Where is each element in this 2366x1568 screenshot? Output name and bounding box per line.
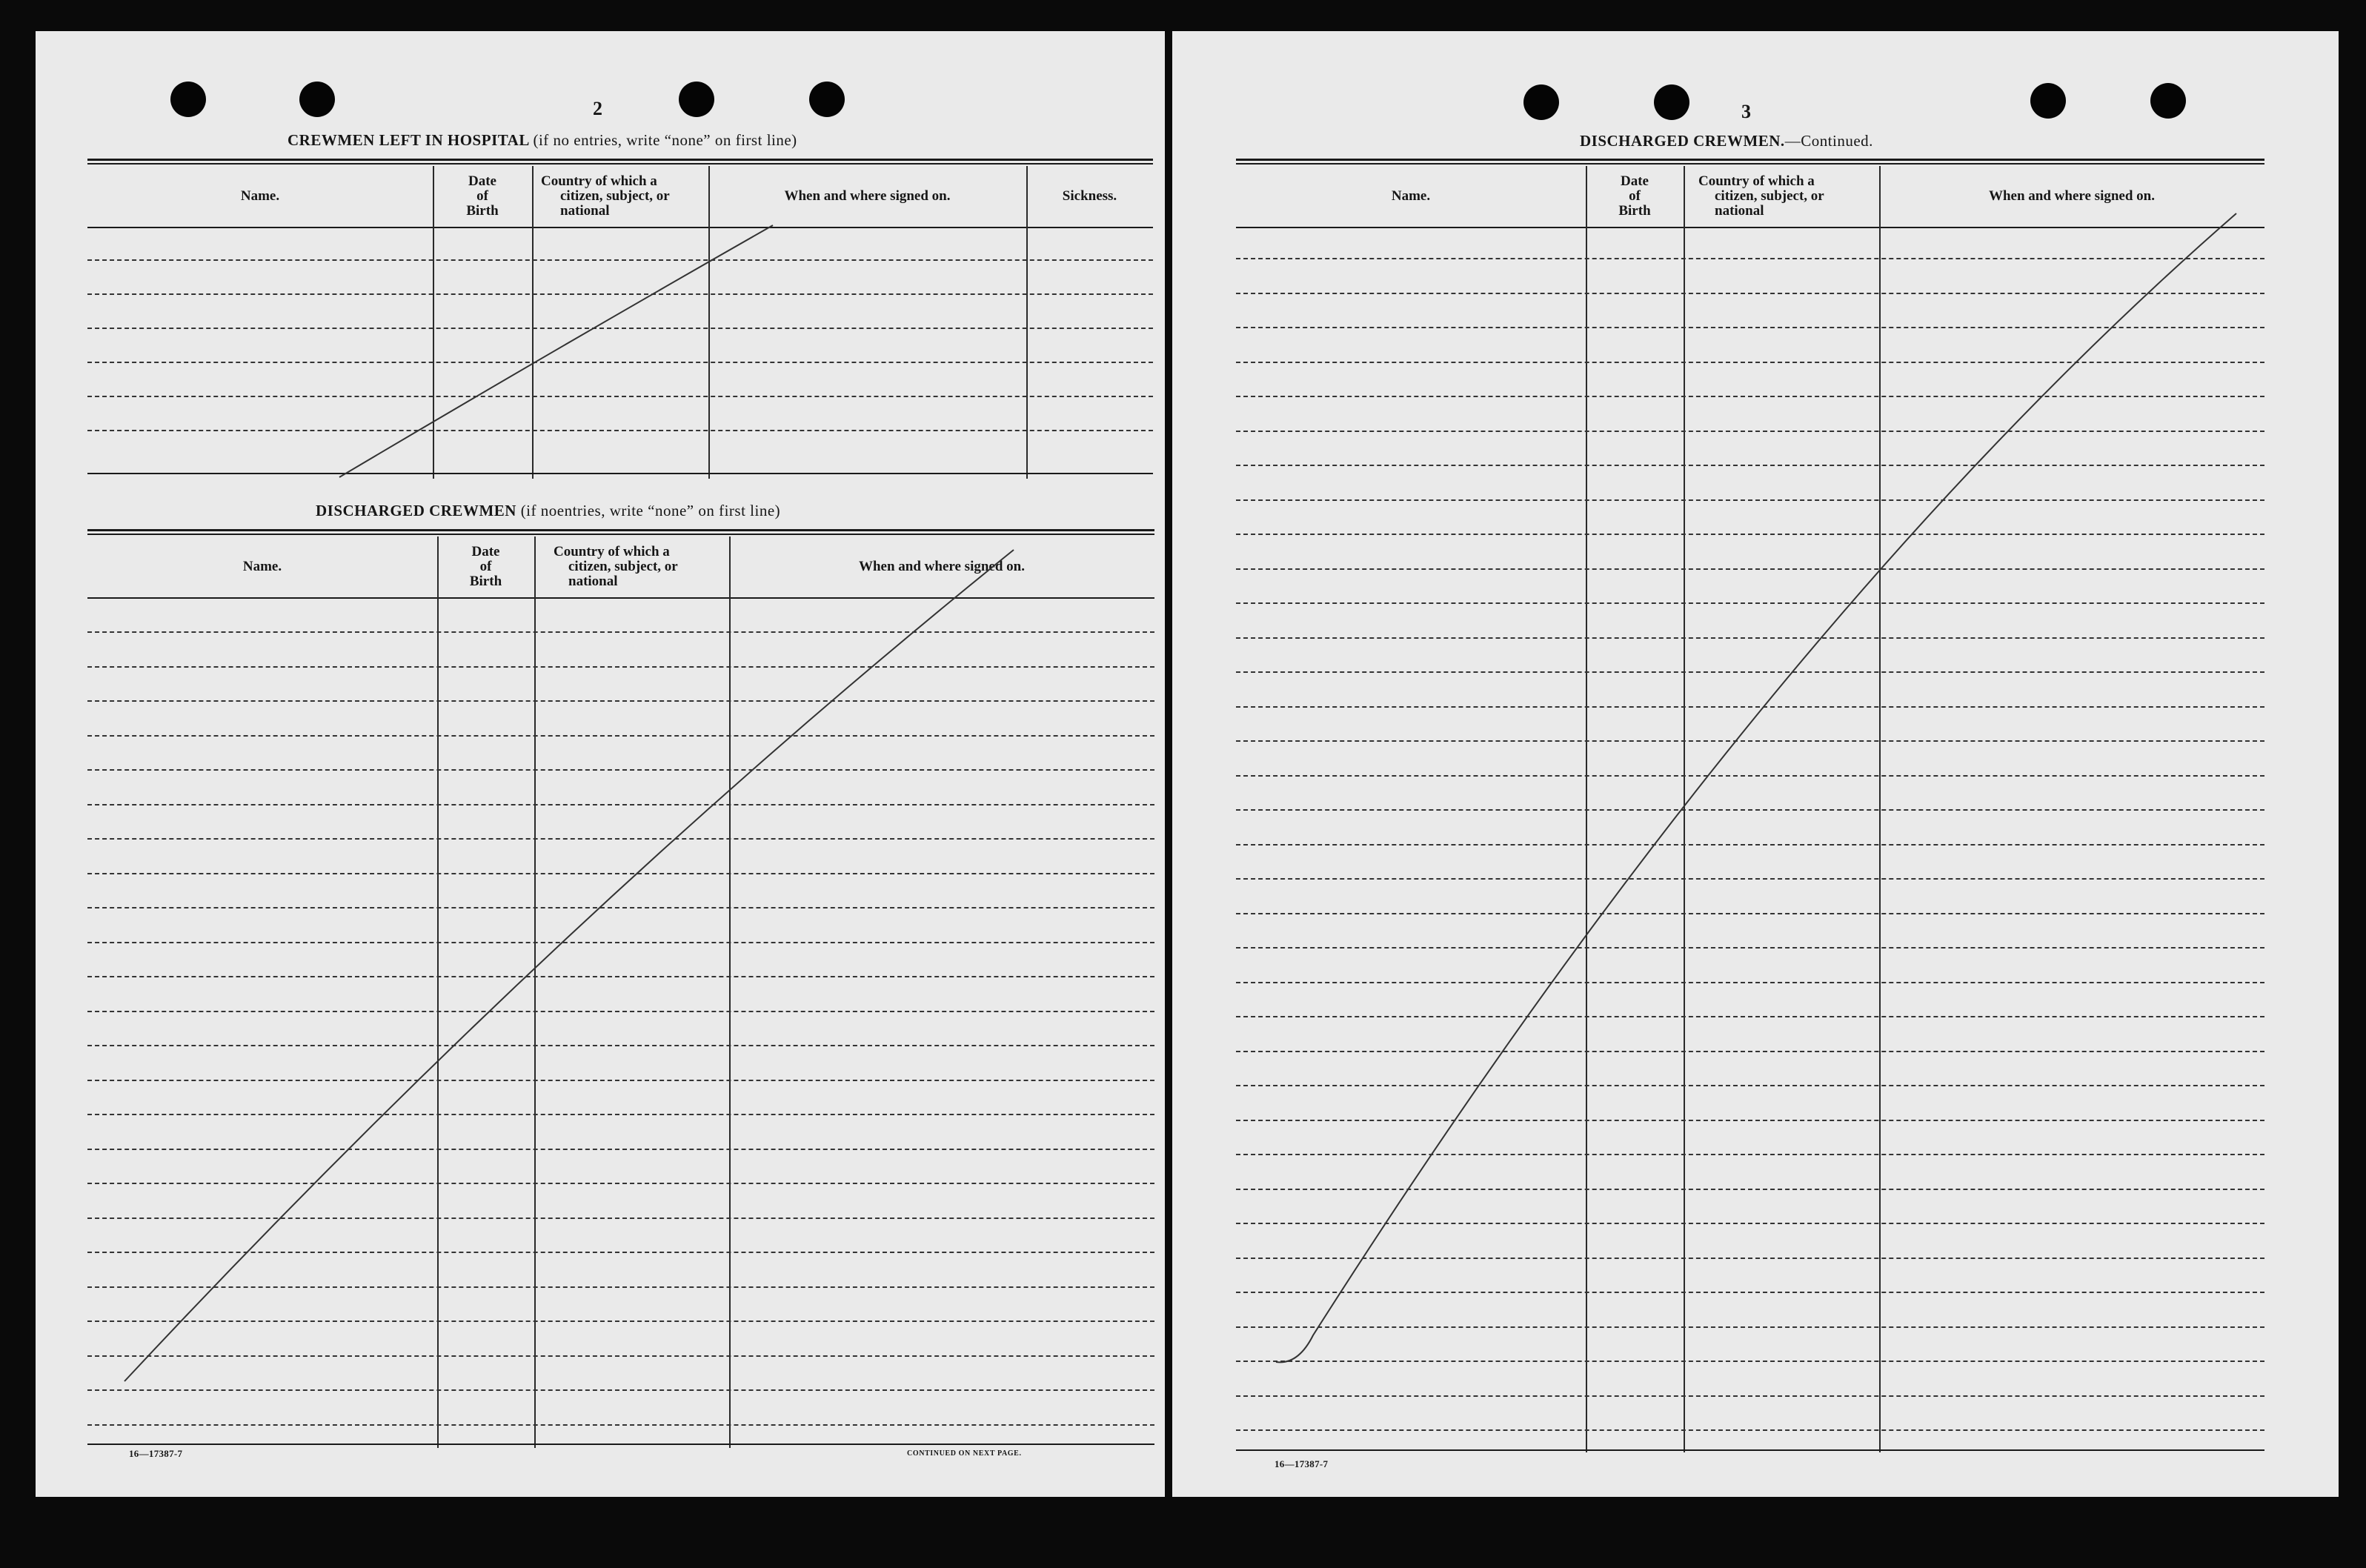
entry-line — [1236, 775, 2264, 777]
left-page — [36, 31, 1165, 1497]
discharged-continued-subtitle: —Continued. — [1784, 132, 1873, 150]
page-number: 2 — [593, 98, 602, 119]
entry-line — [1236, 465, 2264, 466]
form-number: 16—17387-7 — [129, 1448, 183, 1459]
punch-hole — [2030, 83, 2066, 119]
discharged-continued-table — [1236, 159, 2264, 1452]
column-header-date-of-birth: Date of Birth — [469, 544, 502, 589]
entry-line — [1236, 740, 2264, 742]
punch-hole — [809, 82, 845, 117]
column-header-when-where-signed: When and where signed on. — [858, 559, 1025, 574]
entry-line — [1236, 1395, 2264, 1397]
punch-hole — [2150, 83, 2186, 119]
column-header-date-of-birth: Date of Birth — [1618, 173, 1651, 219]
entry-line — [87, 1286, 1154, 1288]
column-header-when-where-signed: When and where signed on. — [784, 188, 951, 204]
column-header-country: Country of which a citizen, subject, or national — [1698, 173, 1824, 219]
punch-hole — [679, 82, 714, 117]
entry-line — [1236, 293, 2264, 294]
entry-line — [1236, 671, 2264, 673]
entry-line — [87, 1114, 1154, 1115]
entry-line — [87, 430, 1153, 431]
column-header-sickness: Sickness. — [1062, 188, 1117, 204]
hospital-section-title: CREWMEN LEFT IN HOSPITAL (if no entries, write “none” on first line) — [288, 131, 797, 149]
column-header-when-where-signed: When and where signed on. — [1988, 188, 2155, 204]
entry-line — [87, 907, 1154, 908]
entry-line — [87, 769, 1154, 771]
discharged-section-title: DISCHARGED CREWMEN (if noentries, write “none” on first line) — [316, 502, 781, 519]
entry-line — [87, 328, 1153, 329]
column-header-date-of-birth: Date of Birth — [466, 173, 499, 219]
entry-line — [87, 1217, 1154, 1219]
entry-line — [87, 804, 1154, 805]
punch-hole — [299, 82, 335, 117]
entry-line — [1236, 499, 2264, 501]
entry-line — [1236, 258, 2264, 259]
entry-line — [1236, 878, 2264, 880]
entry-line — [1236, 1120, 2264, 1121]
entry-line — [1236, 913, 2264, 914]
entry-line — [1236, 706, 2264, 708]
entry-line — [1236, 844, 2264, 846]
entry-line — [87, 1080, 1154, 1081]
entry-line — [1236, 1223, 2264, 1224]
hospital-table — [87, 159, 1153, 479]
column-header-name: Name. — [242, 559, 282, 574]
punch-hole — [170, 82, 206, 117]
continued-note: CONTINUED ON NEXT PAGE. — [907, 1449, 1022, 1458]
entry-line — [1236, 809, 2264, 811]
entry-line — [1236, 637, 2264, 639]
right-page — [1172, 31, 2339, 1497]
column-header-country: Country of which a citizen, subject, or national — [554, 544, 678, 589]
entry-line — [87, 1424, 1154, 1426]
discharged-continued-title: DISCHARGED CREWMEN.—Continued. — [1580, 132, 1873, 150]
entry-line — [1236, 327, 2264, 328]
entry-line — [87, 976, 1154, 977]
entry-line — [87, 293, 1153, 295]
page-number: 3 — [1741, 101, 1751, 122]
entry-line — [1236, 362, 2264, 363]
entry-line — [87, 1045, 1154, 1046]
punch-hole — [1654, 84, 1689, 120]
entry-line — [1236, 1361, 2264, 1362]
entry-line — [87, 631, 1154, 633]
entry-line — [87, 1149, 1154, 1150]
entry-line — [87, 942, 1154, 943]
entry-line — [1236, 602, 2264, 604]
entry-line — [1236, 1154, 2264, 1155]
entry-line — [1236, 1429, 2264, 1431]
entry-line — [1236, 1085, 2264, 1086]
entry-line — [87, 1252, 1154, 1253]
entry-line — [87, 873, 1154, 874]
entry-line — [87, 396, 1153, 397]
column-header-name: Name. — [1391, 188, 1431, 204]
entry-line — [1236, 982, 2264, 983]
column-header-country: Country of which a citizen, subject, or national — [541, 173, 670, 219]
column-header-name: Name. — [240, 188, 280, 204]
hospital-section-subtitle: (if no entries, write “none” on first line) — [533, 131, 797, 149]
entry-line — [1236, 396, 2264, 397]
entry-line — [87, 1389, 1154, 1391]
entry-line — [1236, 1326, 2264, 1328]
entry-line — [87, 700, 1154, 702]
entry-line — [87, 1183, 1154, 1184]
entry-line — [87, 1320, 1154, 1322]
discharged-section-subtitle: (if noentries, write “none” on first line) — [520, 502, 781, 519]
entry-line — [87, 666, 1154, 668]
entry-line — [87, 1011, 1154, 1012]
entry-line — [1236, 1292, 2264, 1293]
entry-line — [87, 1355, 1154, 1357]
form-number: 16—17387-7 — [1275, 1458, 1329, 1469]
punch-hole — [1523, 84, 1559, 120]
discharged-table — [87, 529, 1154, 1446]
entry-line — [1236, 947, 2264, 949]
entry-line — [87, 259, 1153, 261]
entry-line — [1236, 1016, 2264, 1017]
entry-line — [1236, 1258, 2264, 1259]
entry-line — [1236, 534, 2264, 535]
entry-line — [87, 362, 1153, 363]
entry-line — [87, 838, 1154, 840]
entry-line — [1236, 431, 2264, 432]
entry-line — [1236, 1051, 2264, 1052]
entry-line — [1236, 568, 2264, 570]
entry-line — [87, 735, 1154, 737]
entry-line — [1236, 1189, 2264, 1190]
